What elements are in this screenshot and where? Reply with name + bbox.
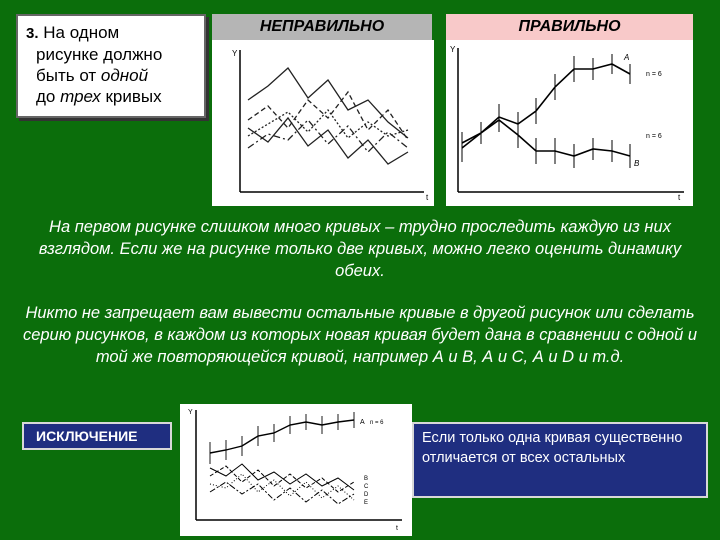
rule-text-4: до <box>36 87 61 106</box>
exception-note: Если только одна кривая существенно отличается от всех остальных <box>412 422 708 498</box>
right-chart-svg <box>446 40 693 206</box>
right-label: ПРАВИЛЬНО <box>446 14 693 40</box>
exc-legend-e: E <box>364 500 369 506</box>
wrong-curve-4 <box>248 120 408 152</box>
right-curve-b-errorbars <box>462 108 630 168</box>
wrong-chart-svg <box>212 40 434 206</box>
rule-text-5: кривых <box>100 87 162 106</box>
rule-italic-one: одной <box>100 66 149 85</box>
right-y-label: Y <box>450 45 456 54</box>
rule-text-1: На одном <box>43 23 120 42</box>
paragraph-1: На первом рисунке слишком много кривых – трудно проследить каждую из них взглядом. Если же на рисунке только две кривых, можно легко оценить динамику обеих. <box>38 218 682 280</box>
wrong-curve-2 <box>248 92 408 140</box>
exc-legend-b: B <box>364 476 369 482</box>
exception-chart-svg <box>180 404 412 536</box>
right-n-label-a: n = 6 <box>646 71 662 78</box>
wrong-y-label: Y <box>232 49 238 58</box>
rule-text-3: быть от <box>36 66 101 85</box>
rule-line-3 <box>26 65 196 86</box>
right-series-b-label: B <box>634 159 640 168</box>
exception-chart <box>180 404 412 536</box>
right-series-a-label: A <box>624 53 630 62</box>
exception-label: ИСКЛЮЧЕНИЕ <box>22 422 172 450</box>
rule-number: 3. <box>26 25 39 42</box>
wrong-chart <box>212 40 434 206</box>
wrong-curve-5 <box>248 118 408 164</box>
rule-line-1 <box>26 22 196 44</box>
exc-legend-d: D <box>364 492 369 498</box>
rule-line-4 <box>26 86 196 107</box>
exc-legend-c: C <box>364 484 369 490</box>
paragraph-2: Никто не запрещает вам вывести остальные кривые в другой рисунок или сделать серию рисунков, в каждом из которых новая кривая будет дана в сравнении с одной и той же повторяющейся кривой, например А и В, А и С, А и D и т.д. <box>22 304 698 366</box>
right-n-label-b: n = 6 <box>646 133 662 140</box>
right-curve-a-errorbars <box>462 54 630 154</box>
exc-y-label: Y <box>188 409 193 416</box>
wrong-curve-1 <box>248 68 408 138</box>
exc-legend-a: A <box>360 419 365 426</box>
rule-italic-three: трех <box>60 87 101 106</box>
wrong-curve-3 <box>248 110 408 138</box>
wrong-t-label: t <box>426 193 429 202</box>
right-chart <box>446 40 693 206</box>
exc-n-label: n = 6 <box>370 420 384 426</box>
wrong-label: НЕПРАВИЛЬНО <box>212 14 432 40</box>
right-curve-b <box>462 120 630 156</box>
exc-curve-e <box>210 482 354 504</box>
right-curve-a <box>462 64 630 143</box>
exc-curve-a <box>210 420 354 453</box>
exc-curve-a-errorbars <box>210 412 354 464</box>
right-t-label: t <box>678 193 681 202</box>
rule-line-2: рисунке должно <box>36 45 163 64</box>
rule-box <box>16 14 206 118</box>
exc-t-label: t <box>396 525 398 532</box>
